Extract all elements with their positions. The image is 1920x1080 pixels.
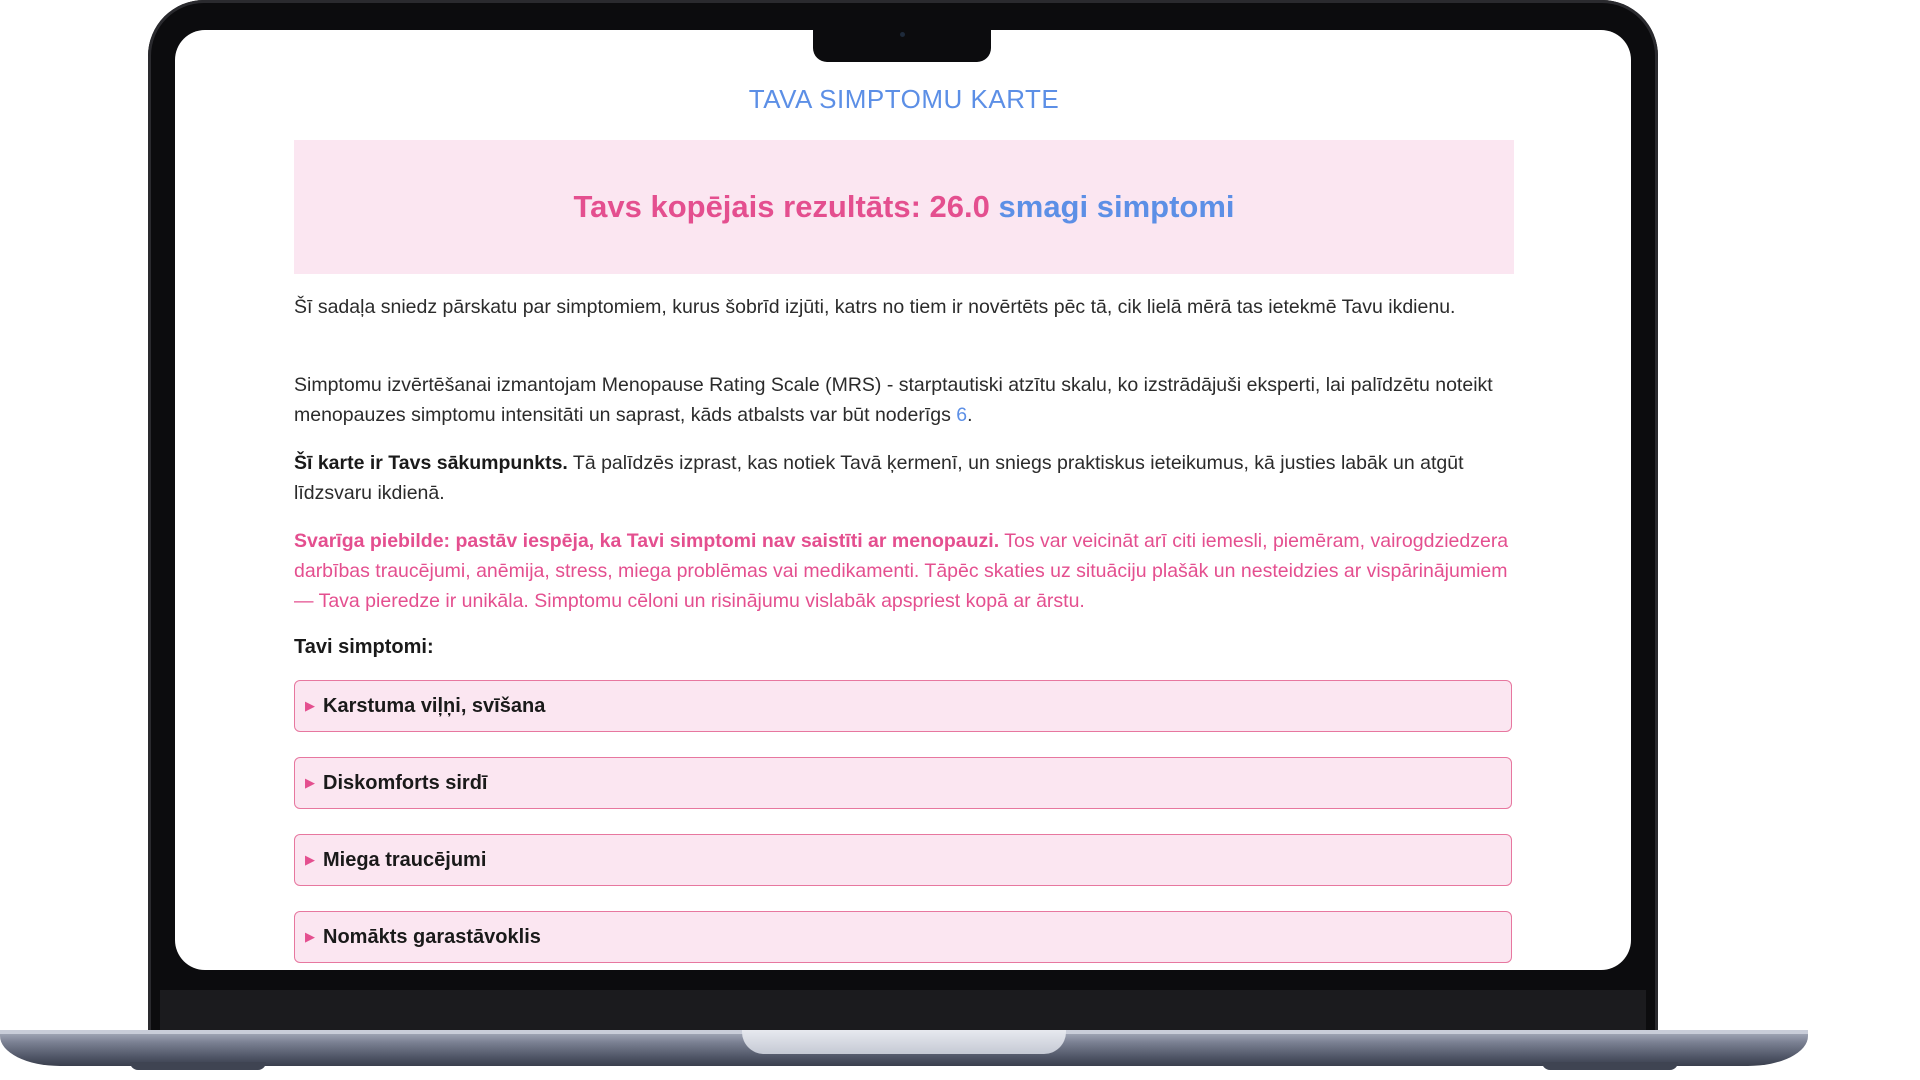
intro-paragraph-3: [294, 448, 1514, 508]
laptop-foot-right: [1542, 1062, 1678, 1070]
important-note-bold: Svarīga piebilde: pastāv iespēja, ka Tavi simptomi nav saistīti ar menopauzi.: [294, 530, 1000, 552]
intro-paragraph-3-text: Tā palīdzēs izprast, kas notiek Tavā ķermenī, un sniegs praktiskus ieteikumus, kā justies labāk un atgūt līdzsvaru ikdienā.: [294, 452, 1464, 504]
expand-triangle-icon: ▶: [305, 698, 315, 713]
symptom-accordion-depressed-mood[interactable]: [294, 911, 1512, 963]
important-note: [294, 526, 1514, 616]
intro-paragraph-1: Šī sadaļa sniedz pārskatu par simptomiem, kurus šobrīd izjūti, katrs no tiem ir novērtēts pēc tā, cik lielā mērā tas ietekmē Tavu ikdienu.: [294, 296, 1456, 318]
laptop-screen: [175, 30, 1631, 970]
symptom-accordion-sleep-problems[interactable]: [294, 834, 1512, 886]
symptom-accordion-hot-flashes[interactable]: [294, 680, 1512, 732]
symptoms-heading: Tavi simptomi:: [294, 636, 434, 658]
important-note-text: Tos var veicināt arī citi iemesli, piemēram, vairogdziedzera darbības traucējumi, anēmija, stress, miega problēmas vai medikamenti. Tāpēc skaties uz situāciju plašāk un nesteidzies ar vispārinājumiem — Tava pieredze ir unikāla. Simptomu cēloni un risinājumu vislabāk apspriest kopā ar ārstu.: [294, 530, 1509, 612]
symptom-label: Diskomforts sirdī: [323, 771, 488, 794]
symptom-label: Karstuma viļņi, svīšana: [323, 694, 546, 717]
result-banner: [294, 140, 1514, 274]
intro-paragraph-2-text: Simptomu izvērtēšanai izmantojam Menopause Rating Scale (MRS) - starptautiski atzītu skalu, ko izstrādājuši eksperti, lai palīdzētu noteikt menopauzes simptomu intensitāti un saprast, kāds atbalsts var būt noderīgs: [294, 374, 1493, 426]
laptop-foot-left: [130, 1062, 266, 1070]
reference-link[interactable]: 6: [956, 404, 968, 426]
expand-triangle-icon: ▶: [305, 929, 315, 944]
laptop-hinge-notch: [742, 1030, 1066, 1054]
result-score: Tavs kopējais rezultāts: 26.0: [573, 189, 990, 224]
page-title: TAVA SIMPTOMU KARTE: [748, 84, 1060, 114]
intro-paragraph-3-bold: Šī karte ir Tavs sākumpunkts.: [294, 452, 568, 474]
symptom-label: Nomākts garastāvoklis: [323, 925, 541, 948]
intro-paragraph-2: [294, 370, 1514, 430]
intro-paragraph-2-end: .: [967, 404, 973, 426]
camera-notch: [813, 28, 991, 62]
expand-triangle-icon: ▶: [305, 852, 315, 867]
result-text: [573, 189, 1234, 225]
result-severity: smagi simptomi: [998, 189, 1235, 224]
symptom-accordion-heart-discomfort[interactable]: [294, 757, 1512, 809]
camera-icon: [900, 32, 905, 37]
symptom-label: Miega traucējumi: [323, 848, 487, 871]
expand-triangle-icon: ▶: [305, 775, 315, 790]
